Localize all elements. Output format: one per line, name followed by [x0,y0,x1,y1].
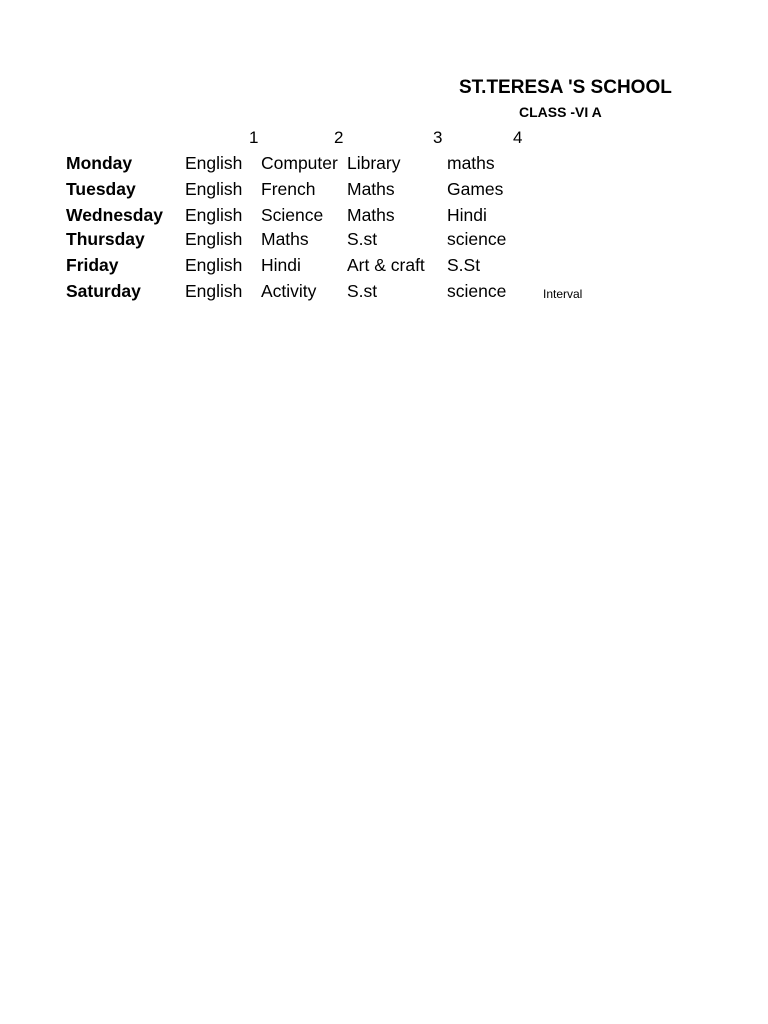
timetable-row-thursday [0,231,768,256]
class-title: CLASS -VI A [519,104,602,120]
day-label: Monday [66,153,133,173]
subject-cell: English [185,153,243,173]
subject-cell: Maths [261,229,309,249]
subject-cell: English [185,229,243,249]
subject-cell: English [185,179,243,199]
day-label: Wednesday [66,205,163,225]
period-number-2: 2 [334,128,344,147]
subject-cell: S.st [347,229,378,249]
subject-cell: English [185,281,243,301]
subject-cell: English [185,205,243,225]
subject-cell: Hindi [447,205,487,225]
subject-cell: English [185,255,243,275]
school-title: ST.TERESA 'S SCHOOL [459,77,672,98]
subject-cell: Science [261,205,324,225]
subject-cell: Maths [347,205,395,225]
subject-cell: French [261,179,316,199]
timetable-row-saturday [0,283,768,308]
day-label: Saturday [66,281,141,301]
subject-cell: maths [447,153,495,173]
timetable-row-friday [0,257,768,282]
subject-cell: S.St [447,255,481,275]
period-number-3: 3 [433,128,443,147]
day-label: Thursday [66,229,145,249]
timetable-row-monday [0,155,768,180]
subject-cell: Maths [347,179,395,199]
subject-cell: science [447,281,507,301]
subject-cell: science [447,229,507,249]
subject-cell: Computer [261,153,338,173]
day-label: Friday [66,255,119,275]
subject-cell: Hindi [261,255,301,275]
subject-cell: Activity [261,281,317,301]
subject-cell: Games [447,179,504,199]
period-number-1: 1 [249,128,259,147]
period-number-4: 4 [513,128,523,147]
day-label: Tuesday [66,179,136,199]
subject-cell: Library [347,153,401,173]
interval-label: Interval [543,287,583,301]
subject-cell: S.st [347,281,378,301]
timetable-row-tuesday [0,181,768,206]
subject-cell: Art & craft [347,255,425,275]
